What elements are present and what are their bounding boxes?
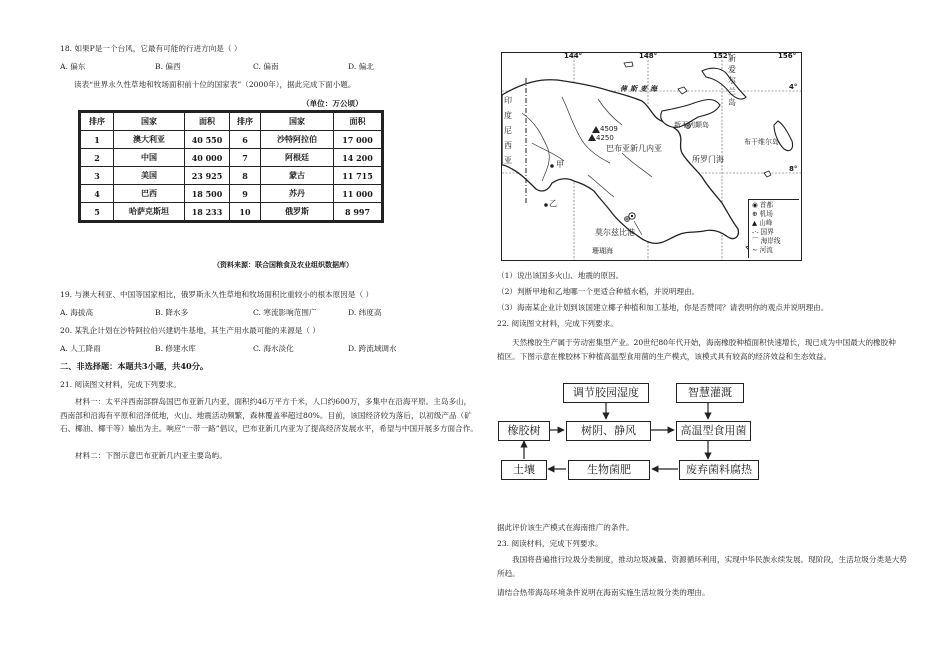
table-row	[81, 131, 382, 149]
table-cell: 14 200	[334, 149, 382, 167]
q20-option-a: A. 人工降雨	[60, 344, 101, 353]
table-cell: 11 000	[334, 185, 382, 203]
table-cell: 5	[81, 203, 114, 221]
map-label-port-moresby: 莫尔兹比港	[595, 228, 635, 237]
table-cell: 澳大利亚	[114, 131, 185, 149]
airport-icon	[625, 217, 630, 222]
q18-option-b: B. 偏西	[155, 62, 181, 71]
legend-item-capital: ◉ 首都	[752, 201, 774, 209]
section-heading: 二、非选择题：本题共3小题，共40分。	[60, 361, 209, 371]
table-cell: 巴西	[114, 185, 185, 203]
table-intro: 读表“世界永久性草地和牧场面积前十位的国家表”（2000年），据此完成下面小题。	[74, 80, 356, 89]
legend-item-river: ∼ 河流	[752, 246, 773, 254]
png-map	[501, 52, 802, 261]
q21-material-1: 材料一：太平洋西南部群岛国巴布亚新几内亚，面积约46万平方千米，人口约600万，多集中在沿海平原。主岛多山，西南部和沿海有平原和沼泽低地，火山、地震活动频繁，森林覆盖率超过80%。目前，该国经济较为落后，以初级产品（矿石、椰油、椰干等）输出为主。响应“一带一路”倡议，巴布亚新几内亚为了提高经济发展水平，希望与中国开展多方面合作。	[60, 397, 478, 433]
table-cell: 沙特阿拉伯	[261, 131, 334, 149]
table-cell: 3	[81, 167, 114, 185]
flow-box-irrigation: 智慧灌溉	[676, 383, 744, 403]
map-label-peak-2: 4250	[596, 134, 614, 142]
q19-option-a: A. 海拔高	[60, 308, 94, 317]
flow-box-fungi: 高温型食用菌	[676, 421, 751, 441]
map-label-jia: 甲	[556, 160, 564, 169]
q20-option-c: C. 海水淡化	[253, 344, 294, 353]
flow-box-rubber-tree: 橡胶树	[498, 421, 550, 441]
flow-box-shade: 树阴、静风	[566, 421, 651, 441]
table-cell: 18 233	[185, 203, 230, 221]
flow-box-humidity: 调节胶园湿度	[563, 383, 649, 403]
table-cell: 10	[230, 203, 261, 221]
table-row	[81, 167, 382, 185]
map-label-bougainville: 布干维尔岛	[744, 138, 779, 146]
table-header: 国家	[261, 113, 334, 131]
q18-option-d: D. 偏北	[348, 62, 374, 71]
map-label-png: 巴布亚新几内亚	[606, 144, 662, 153]
q18-option-c: C. 偏南	[253, 62, 279, 71]
q21-sub-3: （3）海南某企业计划到该国建立椰子种植和加工基地，你是否赞同？请表明你的观点并说明理由。	[497, 303, 829, 312]
table-cell: 4	[81, 185, 114, 203]
table-row	[81, 149, 382, 167]
table-header: 面积	[334, 113, 382, 131]
q19-option-d: D. 纬度高	[348, 308, 382, 317]
table-cell: 9	[230, 185, 261, 203]
map-label-new-britain: 新不列颠岛	[674, 121, 709, 129]
map-label-new-ireland: 新爱尔兰岛	[728, 54, 736, 107]
table-header: 排序	[230, 113, 261, 131]
table-header-row	[81, 113, 382, 131]
bougainville-shape	[774, 121, 793, 151]
map-label-indonesia: 印度尼西亚	[504, 96, 512, 165]
airport-icon: ⊕	[752, 210, 758, 218]
coastline-icon: ⌒	[752, 237, 759, 245]
legend-item-border: -·- 国界	[752, 228, 774, 236]
table-cell: 美国	[114, 167, 185, 185]
q19-option-b: B. 降水多	[155, 308, 189, 317]
table-header: 排序	[81, 113, 114, 131]
table-cell: 17 000	[334, 131, 382, 149]
lat-label-8: 8°	[789, 165, 798, 173]
q19-stem: 19. 与澳大利亚、中国等国家相比，俄罗斯永久性草地和牧场面积比重较小的根本原因是（ ）	[60, 290, 374, 299]
q19-option-c: C. 寒流影响范围广	[253, 308, 317, 317]
q23-question: 请结合热带海岛环境条件说明在海南实施生活垃圾分类的理由。	[497, 588, 710, 597]
table-cell: 苏丹	[261, 185, 334, 203]
q21-sub-1: （1）说出该国多火山、地震的原因。	[497, 271, 624, 280]
table-cell: 8 997	[334, 203, 382, 221]
table-cell: 40 550	[185, 131, 230, 149]
q22-text: 天然橡胶生产属于劳动密集型产业。20世纪80年代开始，海南橡胶种植面积快速增长，现已成为中国最大的橡胶种植区。下图示意在橡胶林下种植高温型食用菌的生产模式，该模式具有较高的经济效益和生态效益。	[497, 338, 896, 361]
flow-box-fertilizer: 生物菌肥	[568, 460, 650, 480]
table-cell: 6	[230, 131, 261, 149]
legend-item-coastline: ⌒ 海岸线	[752, 237, 781, 245]
q21-material-2: 材料二：下图示意巴布亚新几内亚主要岛屿。	[75, 451, 227, 460]
pasture-table	[78, 110, 384, 223]
table-cell: 40 000	[185, 149, 230, 167]
legend-item-peak: ▲ 山峰	[752, 219, 773, 227]
q23-text: 我国将普遍推行垃圾分类制度，推动垃圾减量、资源循环利用，实现中华民族永续发展。现阶段，生活垃圾分类是大势所趋。	[497, 555, 907, 578]
lon-label-156: 156°	[778, 52, 797, 60]
map-label-solomon-sea: 所罗门海	[692, 155, 724, 164]
lon-label-152: 152°	[713, 52, 732, 60]
q18-stem: 18. 如果P是一个台风，它最有可能的行进方向是（ ）	[60, 44, 242, 53]
flow-box-waste: 废弃菌料腐热	[679, 460, 759, 480]
table-source: （资料来源：联合国粮食及农业组织数据库）	[213, 260, 353, 269]
map-legend	[748, 199, 799, 258]
peak-icon: ▲	[752, 219, 758, 227]
table-cell: 18 500	[185, 185, 230, 203]
q22-title: 22. 阅读图文材料，完成下列要求。	[497, 319, 618, 328]
map-label-peak-1: 4509	[600, 125, 618, 133]
table-row	[81, 185, 382, 203]
table-header: 面积	[185, 113, 230, 131]
border-line-icon: -·-	[752, 228, 759, 236]
table-header: 国家	[114, 113, 185, 131]
table-cell: 2	[81, 149, 114, 167]
q21-title: 21. 阅读图文材料，完成下列要求。	[60, 380, 181, 389]
table-cell: 俄罗斯	[261, 203, 334, 221]
table-cell: 蒙古	[261, 167, 334, 185]
table-cell: 8	[230, 167, 261, 185]
q23-title: 23. 阅读材料，完成下列要求。	[497, 539, 603, 548]
q20-stem: 20. 某乳企计划在沙特阿拉伯兴建奶牛基地，其生产用水最可能的来源是（ ）	[60, 326, 320, 335]
q22-question: 据此评价该生产模式在海南推广的条件。	[497, 523, 634, 532]
flow-box-soil: 土壤	[501, 460, 547, 480]
map-label-yi: 乙	[549, 199, 557, 208]
table-cell: 23 925	[185, 167, 230, 185]
map-label-coral-sea: 珊瑚海	[592, 247, 613, 255]
table-cell: 11 715	[334, 167, 382, 185]
capital-icon: ◉	[752, 201, 758, 209]
q21-sub-2: （2）判断甲地和乙地哪一个更适合种植水稻，并说明理由。	[497, 287, 700, 296]
table-unit: （单位：万公顷）	[302, 99, 363, 108]
table-cell: 7	[230, 149, 261, 167]
q18-option-a: A. 偏东	[60, 62, 86, 71]
lon-label-144: 144°	[564, 52, 583, 60]
q20-option-b: B. 修建水库	[155, 344, 196, 353]
lon-label-148: 148°	[639, 52, 658, 60]
table-cell: 哈萨克斯坦	[114, 203, 185, 221]
map-label-bismarck-sea: 俾斯麦海	[620, 84, 660, 93]
river-icon: ∼	[752, 246, 758, 254]
q20-option-d: D. 跨流域调水	[348, 344, 397, 353]
table-cell: 1	[81, 131, 114, 149]
table-cell: 阿根廷	[261, 149, 334, 167]
table-cell: 中国	[114, 149, 185, 167]
legend-item-airport: ⊕ 机场	[752, 210, 773, 218]
lat-label-4: 4°	[789, 83, 798, 91]
table-row	[81, 203, 382, 221]
